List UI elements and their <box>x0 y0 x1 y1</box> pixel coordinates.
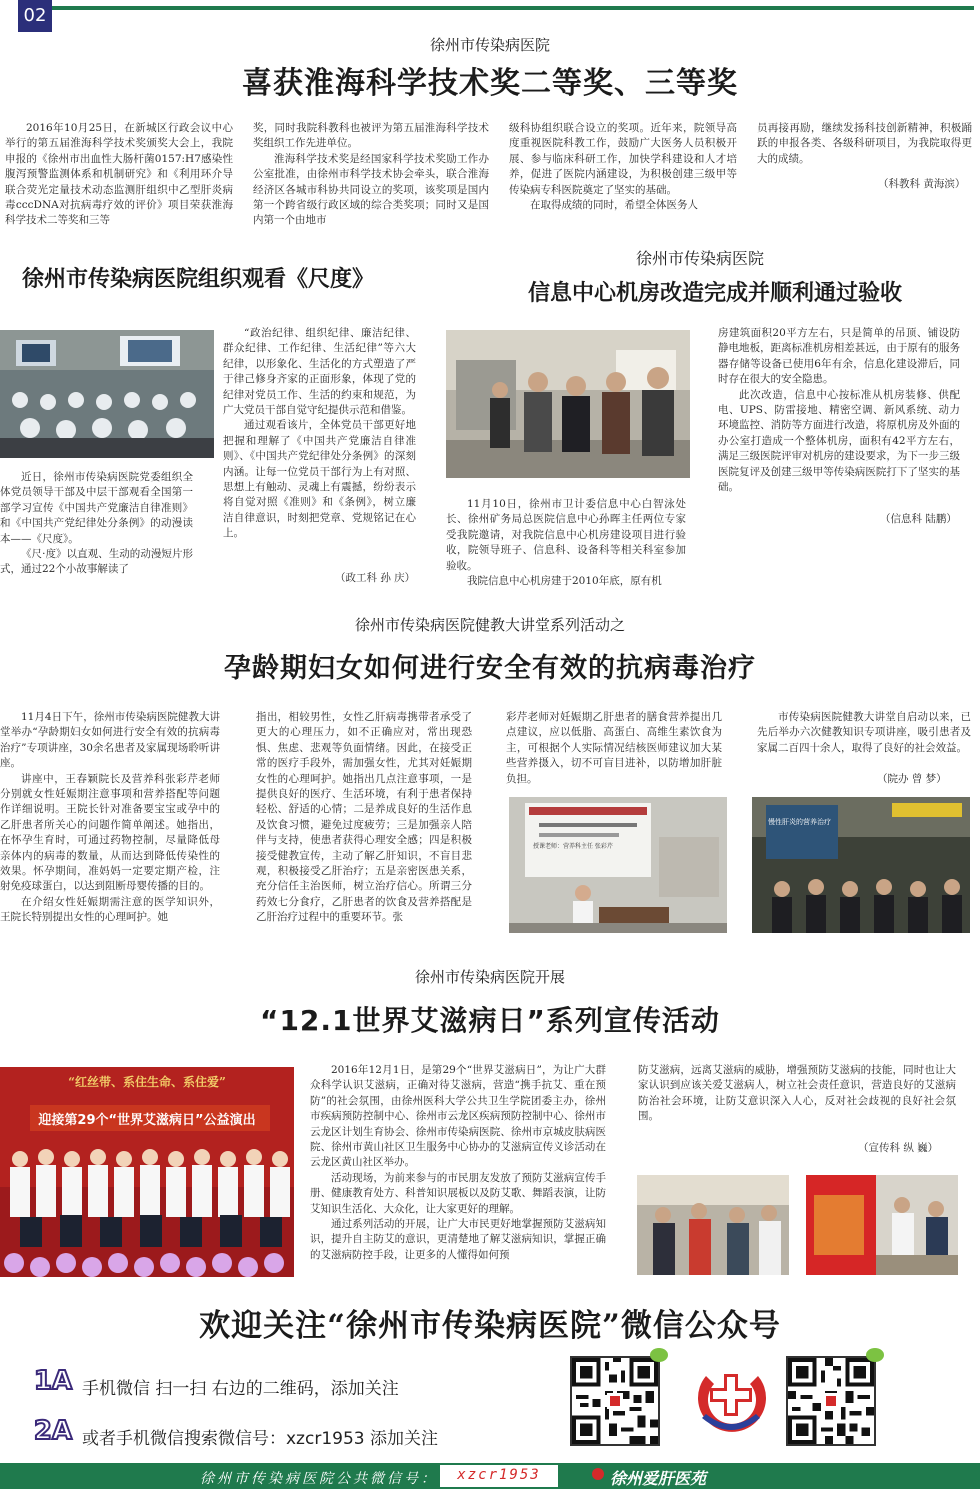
article4-column-1: 11月4日下午，徐州市传染病医院健教大讲堂举办“孕龄期妇女如何进行安全有效的抗病毒治疗”专项讲座，30余名患者及家属现场聆听讲座。 讲座中，王春颖院长及营养科张彩芹老师分别就女性妊娠期注意事项和营养搭配等问题作详细说明。王院长针对准备要宝宝或孕中的乙肝患者所关心的问题作简单阐述。她指出，在怀孕生育时，可通过药物控制，尽量降低母亲体内的病毒的数量，从而达到降低传染性的效果。怀孕期间，准妈妈一定要定期产检，注射免疫球蛋白，以达到阻断母婴传播的目的。 在介绍女性妊娠期需注意的医学知识外，王院长特别提出女性的心理呵护。她 <box>0 711 220 924</box>
article1-signature: （科教科 黄海滨） <box>878 178 966 190</box>
article5-photo-booth <box>637 1175 789 1275</box>
article4-kicker: 徐州市传染病医院健教大讲堂系列活动之 <box>354 616 625 634</box>
article5-kicker: 徐州市传染病医院开展 <box>414 968 565 986</box>
article5-column-1: 2016年12月1日，是第29个“世界艾滋病日”，为让广大群众科学认识艾滋病，正确对待艾滋病，营造“携手抗艾、重在预防”的社会氛围，由徐州医科大学公共卫生学院团委主办，徐州市疾病预防控制中心、徐州市云龙区疾病预防控制中心、徐州市云龙区计划生育协会、徐州市传染病医院、徐州市京城皮肤病医院、徐州市黄山社区卫生服务中心协办的艾滋病宣传义诊活动在云龙区黄山社区举办。 活动现场，为前来参与的市民朋友发放了预防艾滋病宣传手册、健康教育处方、科普知识展板以及防艾歌、舞蹈表演，让防艾知识生活化、大众化，让大家更好的理解。 通过系列活动的开展，让广大市民更好地掌握预防艾滋病知识，提升自主防艾的意识，更清楚地了解艾滋病知识，掌握正确的艾滋病防控手段，让更多的人懂得如何预 <box>310 1064 606 1261</box>
article1-column-3: 级科协组织联合设立的奖项。近年来，院领导高度重视医院科教工作，鼓励广大医务人员积极开展、参与临床科研工作，加快学科建设和人才培养，促进了医院内涵建设，为积极创建三级甲等传染病专科医院奠定了坚实的基础。 在取得成绩的同时，希望全体医务人 <box>509 122 737 212</box>
article5-headline: “12.1世界艾滋病日”系列宣传活动 <box>260 1004 720 1037</box>
page-number: 02 <box>23 5 47 26</box>
footer-account: xzcr1953 <box>457 1467 541 1483</box>
article4-screen-title: 慢性肝炎的营养治疗 <box>768 818 831 826</box>
article5-photo-consult <box>806 1175 958 1275</box>
article4-screen-caption: 授课老师：营养科主任 张彩芹 <box>533 843 613 850</box>
article5-column-2: 防艾滋病，远离艾滋病的威胁，增强预防艾滋病的技能，同时也让大家认识到应该关爱艾滋病人，树立社会责任意识，营造良好的艾滋病防治社会环境，让防艾意识深入人心，反对社会歧视的良好社会氛围。 <box>638 1064 956 1123</box>
article2-column-2: “政治纪律、组织纪律、廉洁纪律、群众纪律、工作纪律、生活纪律”等六大纪律，以形象化、生活化的方式塑造了严于律己修身齐家的正面形象，体现了党的纪律对党员工作、生活的约束和规范，为广大党员干部自觉守纪提供示范和借鉴。 通过观看该片，全体党员干部更好地把握和理解了《中国共产党廉洁自律准则》、《中国共产党纪律处分条例》的深刻内涵。让每一位党员干部行为上有对照、思想上有触动、灵魂上有震撼，纷纷表示将自觉对照《准则》和《条例》，树立廉洁自律意识，时刻把党章、党规铭记在心上。 <box>223 327 416 540</box>
wechat-bubble-icon <box>650 1348 668 1362</box>
article2-signature: （政工科 孙 庆） <box>335 572 416 584</box>
article3-kicker: 徐州市传染病医院 <box>635 249 764 268</box>
article3-photo-inspection <box>446 330 690 478</box>
step2-number: 2A <box>33 1416 73 1446</box>
article3-column-1: 11月10日，徐州市卫计委信息中心白智泳处长、徐州矿务局总医院信息中心孙晖主任两位专家受我院邀请，对我院信息中心机房建设项目进行验收，院领导班子、信息科、设备科等相关科室参加验收。 我院信息中心机房建于2010年底，原有机 <box>446 498 686 588</box>
article4-column-2: 指出，相较男性，女性乙肝病毒携带者承受了更大的心理压力，如不正确应对，常出现恐惧、焦虑、悲观等负面情绪。因此，在接受正常的医疗手段外，需加强女性，尤其对妊娠期女性的心理呵护。她指出几点注意事项，一是提供良好的医疗、生活环境，有利于患者保持轻松、舒适的心情；二是养成良好的生活作息及饮食习惯，避免过度疲劳；三是加强亲人陪伴与支持，使患者获得心理安全感；四是积极接受健教宣传，主动了解乙肝知识，不盲目悲观，积极接受乙肝治疗；五是亲密医患关系，充分信任主治医师，树立治疗信心。所谓三分药效七分食疗，乙肝患者的饮食及营养搭配是乙肝治疗过程中的重要环节。张 <box>256 711 472 924</box>
article4-column-4: 市传染病医院健教大讲堂自启动以来，已先后举办六次健教知识专项讲座，吸引患者及家属二百四十余人，取得了良好的社会效益。 <box>757 711 971 754</box>
article2-headline: 徐州市传染病医院组织观看《尺度》 <box>22 267 375 292</box>
article3-headline: 信息中心机房改造完成并顺利通过验收 <box>527 281 902 306</box>
article1-column-1: 2016年10月25日，在新城区行政会议中心举行的第五届淮海科学技术奖颁奖大会上，我院申报的《徐州市出血性大肠杆菌0157:H7感染性腹泻预警监测体系和机制研究》和《利用环介导联合荧光定量技术动态监测肝组织中乙型肝炎病毒cccDNA对抗病毒疗效的评价》项目荣获淮海科学技术二等奖和三等 <box>5 122 233 227</box>
wechat-headline: 欢迎关注“徐州市传染病医院”微信公众号 <box>199 1308 781 1344</box>
footer-label: 徐州市传染病医院公共微信号： <box>200 1471 438 1487</box>
article3-column-2: 房建筑面积20平方左右，只是简单的吊顶、铺设防静电地板，距离标准机房相差甚远，由于原有的服务器存储等设备已使用6年有余，信息化建设滞后，同时存在很大的安全隐患。 此次改造，信息中心按标准从机房装修、供配电、UPS、防雷接地、精密空调、新风系统、动力环境监控、消防等方面进行改造，将原机房及外面的办公室打造成一个整体机房，面积有42平方左右，满足三级医院评审对机房的建设要求，为下一步三级医院复评及创建三级甲等传染病医院打下了坚实的基础。 <box>718 327 960 494</box>
page-number-badge <box>18 0 52 32</box>
step1-number: 1A <box>33 1366 73 1396</box>
qr-code-left[interactable] <box>570 1356 660 1446</box>
article1-headline: 喜获淮海科学技术奖二等奖、三等奖 <box>242 66 738 101</box>
article5-photo-performance <box>0 1067 294 1277</box>
step2-text: 或者手机微信搜索微信号：xzcr1953 添加关注 <box>82 1429 438 1449</box>
article4-headline: 孕龄期妇女如何进行安全有效的抗病毒治疗 <box>224 653 756 684</box>
wechat-bubble-icon-2 <box>866 1348 884 1362</box>
article5-banner-slogan: “红丝带、系住生命、系住爱” <box>68 1075 226 1089</box>
footer-brand-icon <box>592 1468 604 1480</box>
article4-signature: （院办 曾 梦） <box>877 773 947 785</box>
step1-text: 手机微信 扫一扫 右边的二维码，添加关注 <box>82 1379 399 1399</box>
article1-kicker: 徐州市传染病医院 <box>429 36 550 54</box>
article1-column-2: 奖，同时我院科教科也被评为第五届淮海科学技术奖组织工作先进单位。 淮海科学技术奖是经国家科学技术奖励工作办公室批准，由徐州市科学技术协会牵头，联合淮海经济区各城市科协共同设立的奖项，该奖项是国内第一个跨省级行政区域的综合类奖项；同时又是国内第一个由地市 <box>253 122 489 227</box>
article4-column-3: 彩芹老师对妊娠期乙肝患者的膳食营养提出几点建议，应以低脂、高蛋白、高维生素饮食为主，可根据个人实际情况结核医师建议加大某些营养摄入，切不可盲目进补，以防增加肝脏负担。 <box>506 711 722 785</box>
top-rule <box>18 6 974 10</box>
article5-signature: （宣传科 纵 巍） <box>858 1142 939 1154</box>
hospital-logo <box>688 1356 774 1442</box>
article1-column-4: 员再接再励，继续发扬科技创新精神，积极踊跃的申报各类、各级科研项目，为我院取得更大的成绩。 <box>757 122 972 165</box>
article4-photo-audience <box>752 797 970 933</box>
article2-column-1: 近日，徐州市传染病医院党委组织全体党员领导干部及中层干部观看全国第一部学习宣传《中国共产党廉洁自律准则》和《中国共产党纪律处分条例》的动漫读本——《尺度》。 《尺·度》以直观、生动的动漫短片形式，通过22个小故事解读了 <box>0 471 193 576</box>
article5-banner-title: 迎接第29个“世界艾滋病日”公益演出 <box>38 1113 256 1128</box>
article4-photo-lecture-screen <box>509 797 727 933</box>
qr-code-right[interactable] <box>786 1356 876 1446</box>
article3-signature: （信息科 陆鹏） <box>880 513 957 525</box>
article2-photo-auditorium <box>0 330 214 458</box>
footer-brand: 徐州爱肝医苑 <box>610 1469 707 1488</box>
